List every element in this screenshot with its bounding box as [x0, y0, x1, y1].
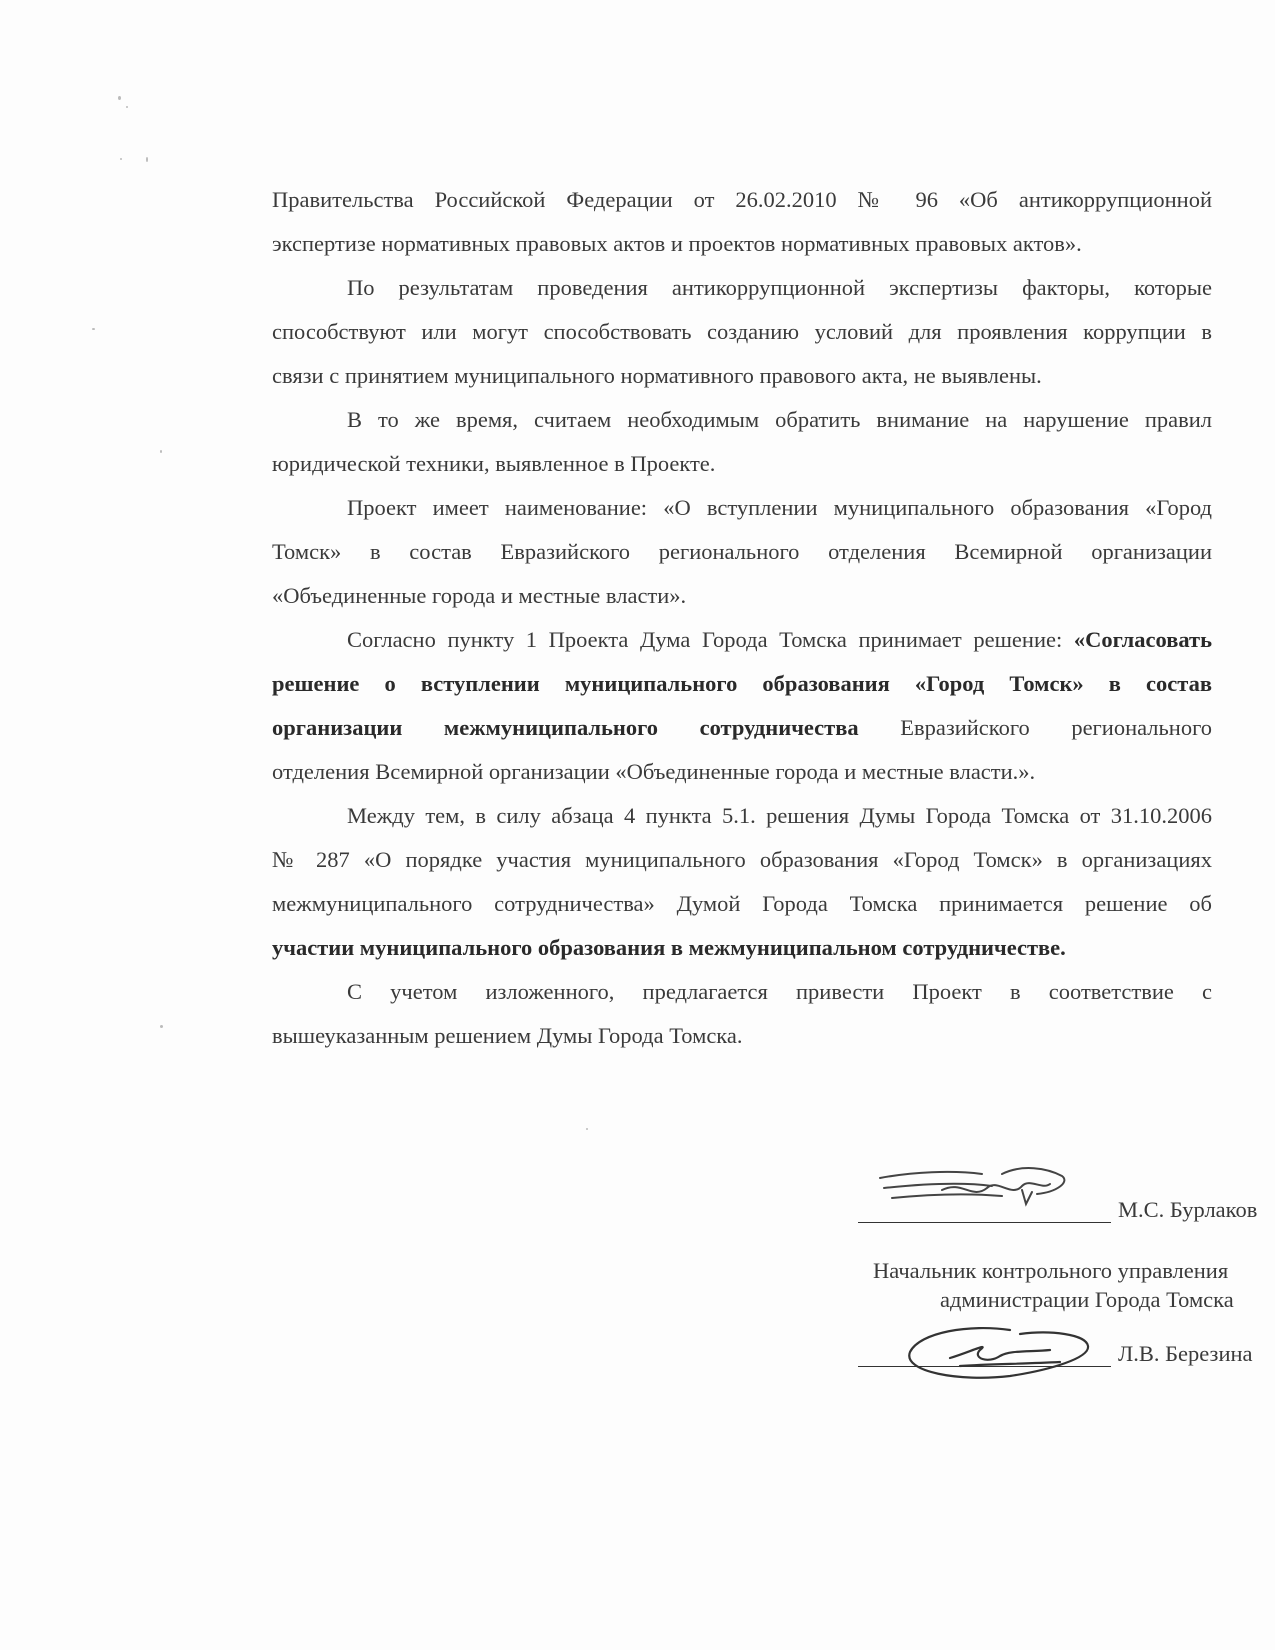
paragraph-4-line-3: «Объединенные города и местные власти».	[272, 583, 687, 608]
paragraph-2-line-1: По результатам проведения антикоррупционной экспертизы факторы, которые	[347, 275, 1212, 300]
paragraph-5-line-1-bold: «Согласовать	[1073, 627, 1212, 652]
paragraph-1-line-1: Правительства Российской Федерации от 26.02.2010 № 96 «Об антикоррупционной	[272, 187, 1212, 212]
handwritten-signature-1	[872, 1160, 1072, 1210]
paragraph-5-line-2: решение о вступлении муниципального образования «Город Томск» в состав	[272, 671, 1212, 696]
signer-2-position-line-1: Начальник контрольного управления	[873, 1258, 1229, 1283]
paragraph-5-line-1-text: Согласно пункту 1 Проекта Дума Города Томска принимает решение:	[347, 627, 1074, 652]
signer-2-position-line-2: администрации Города Томска	[940, 1287, 1234, 1312]
paragraph-6-line-2: № 287 «О порядке участия муниципального образования «Город Томск» в организациях	[272, 847, 1212, 872]
paragraph-2-line-3: связи с принятием муниципального нормативного правового акта, не выявлены.	[272, 363, 1042, 388]
paragraph-2-line-2: способствуют или могут способствовать созданию условий для проявления коррупции в	[272, 319, 1212, 344]
paragraph-3-line-1: В то же время, считаем необходимым обратить внимание на нарушение правил	[347, 407, 1212, 432]
signature-line-2	[858, 1366, 1111, 1367]
paragraph-6-line-1: Между тем, в силу абзаца 4 пункта 5.1. решения Думы Города Томска от 31.10.2006	[347, 803, 1212, 828]
paragraph-7-line-2: вышеуказанным решением Думы Города Томска.	[272, 1023, 743, 1048]
paragraph-6-line-4: участии муниципального образования в межмуниципальном сотрудничестве.	[272, 935, 1066, 960]
signer-1-name: М.С. Бурлаков	[1118, 1197, 1258, 1222]
paragraph-4-line-1: Проект имеет наименование: «О вступлении муниципального образования «Город	[347, 495, 1212, 520]
signature-line-1	[858, 1222, 1111, 1223]
paragraph-5-line-3-bold: организации межмуниципального сотрудничества	[272, 715, 859, 740]
signer-2-name: Л.В. Березина	[1118, 1341, 1253, 1366]
paragraph-7-line-1: С учетом изложенного, предлагается привести Проект в соответствие с	[347, 979, 1212, 1004]
handwritten-signature-2	[900, 1322, 1100, 1388]
paragraph-3-line-2: юридической техники, выявленное в Проекте.	[272, 451, 716, 476]
paragraph-6-line-3: межмуниципального сотрудничества» Думой Города Томска принимается решение об	[272, 891, 1212, 916]
paragraph-5-line-4: отделения Всемирной организации «Объединенные города и местные власти.».	[272, 759, 1036, 784]
paragraph-1-line-2: экспертизе нормативных правовых актов и проектов нормативных правовых актов».	[272, 231, 1082, 256]
paragraph-4-line-2: Томск» в состав Евразийского регионального отделения Всемирной организации	[272, 539, 1212, 564]
paragraph-5-line-3-text: Евразийского регионального	[858, 715, 1212, 740]
